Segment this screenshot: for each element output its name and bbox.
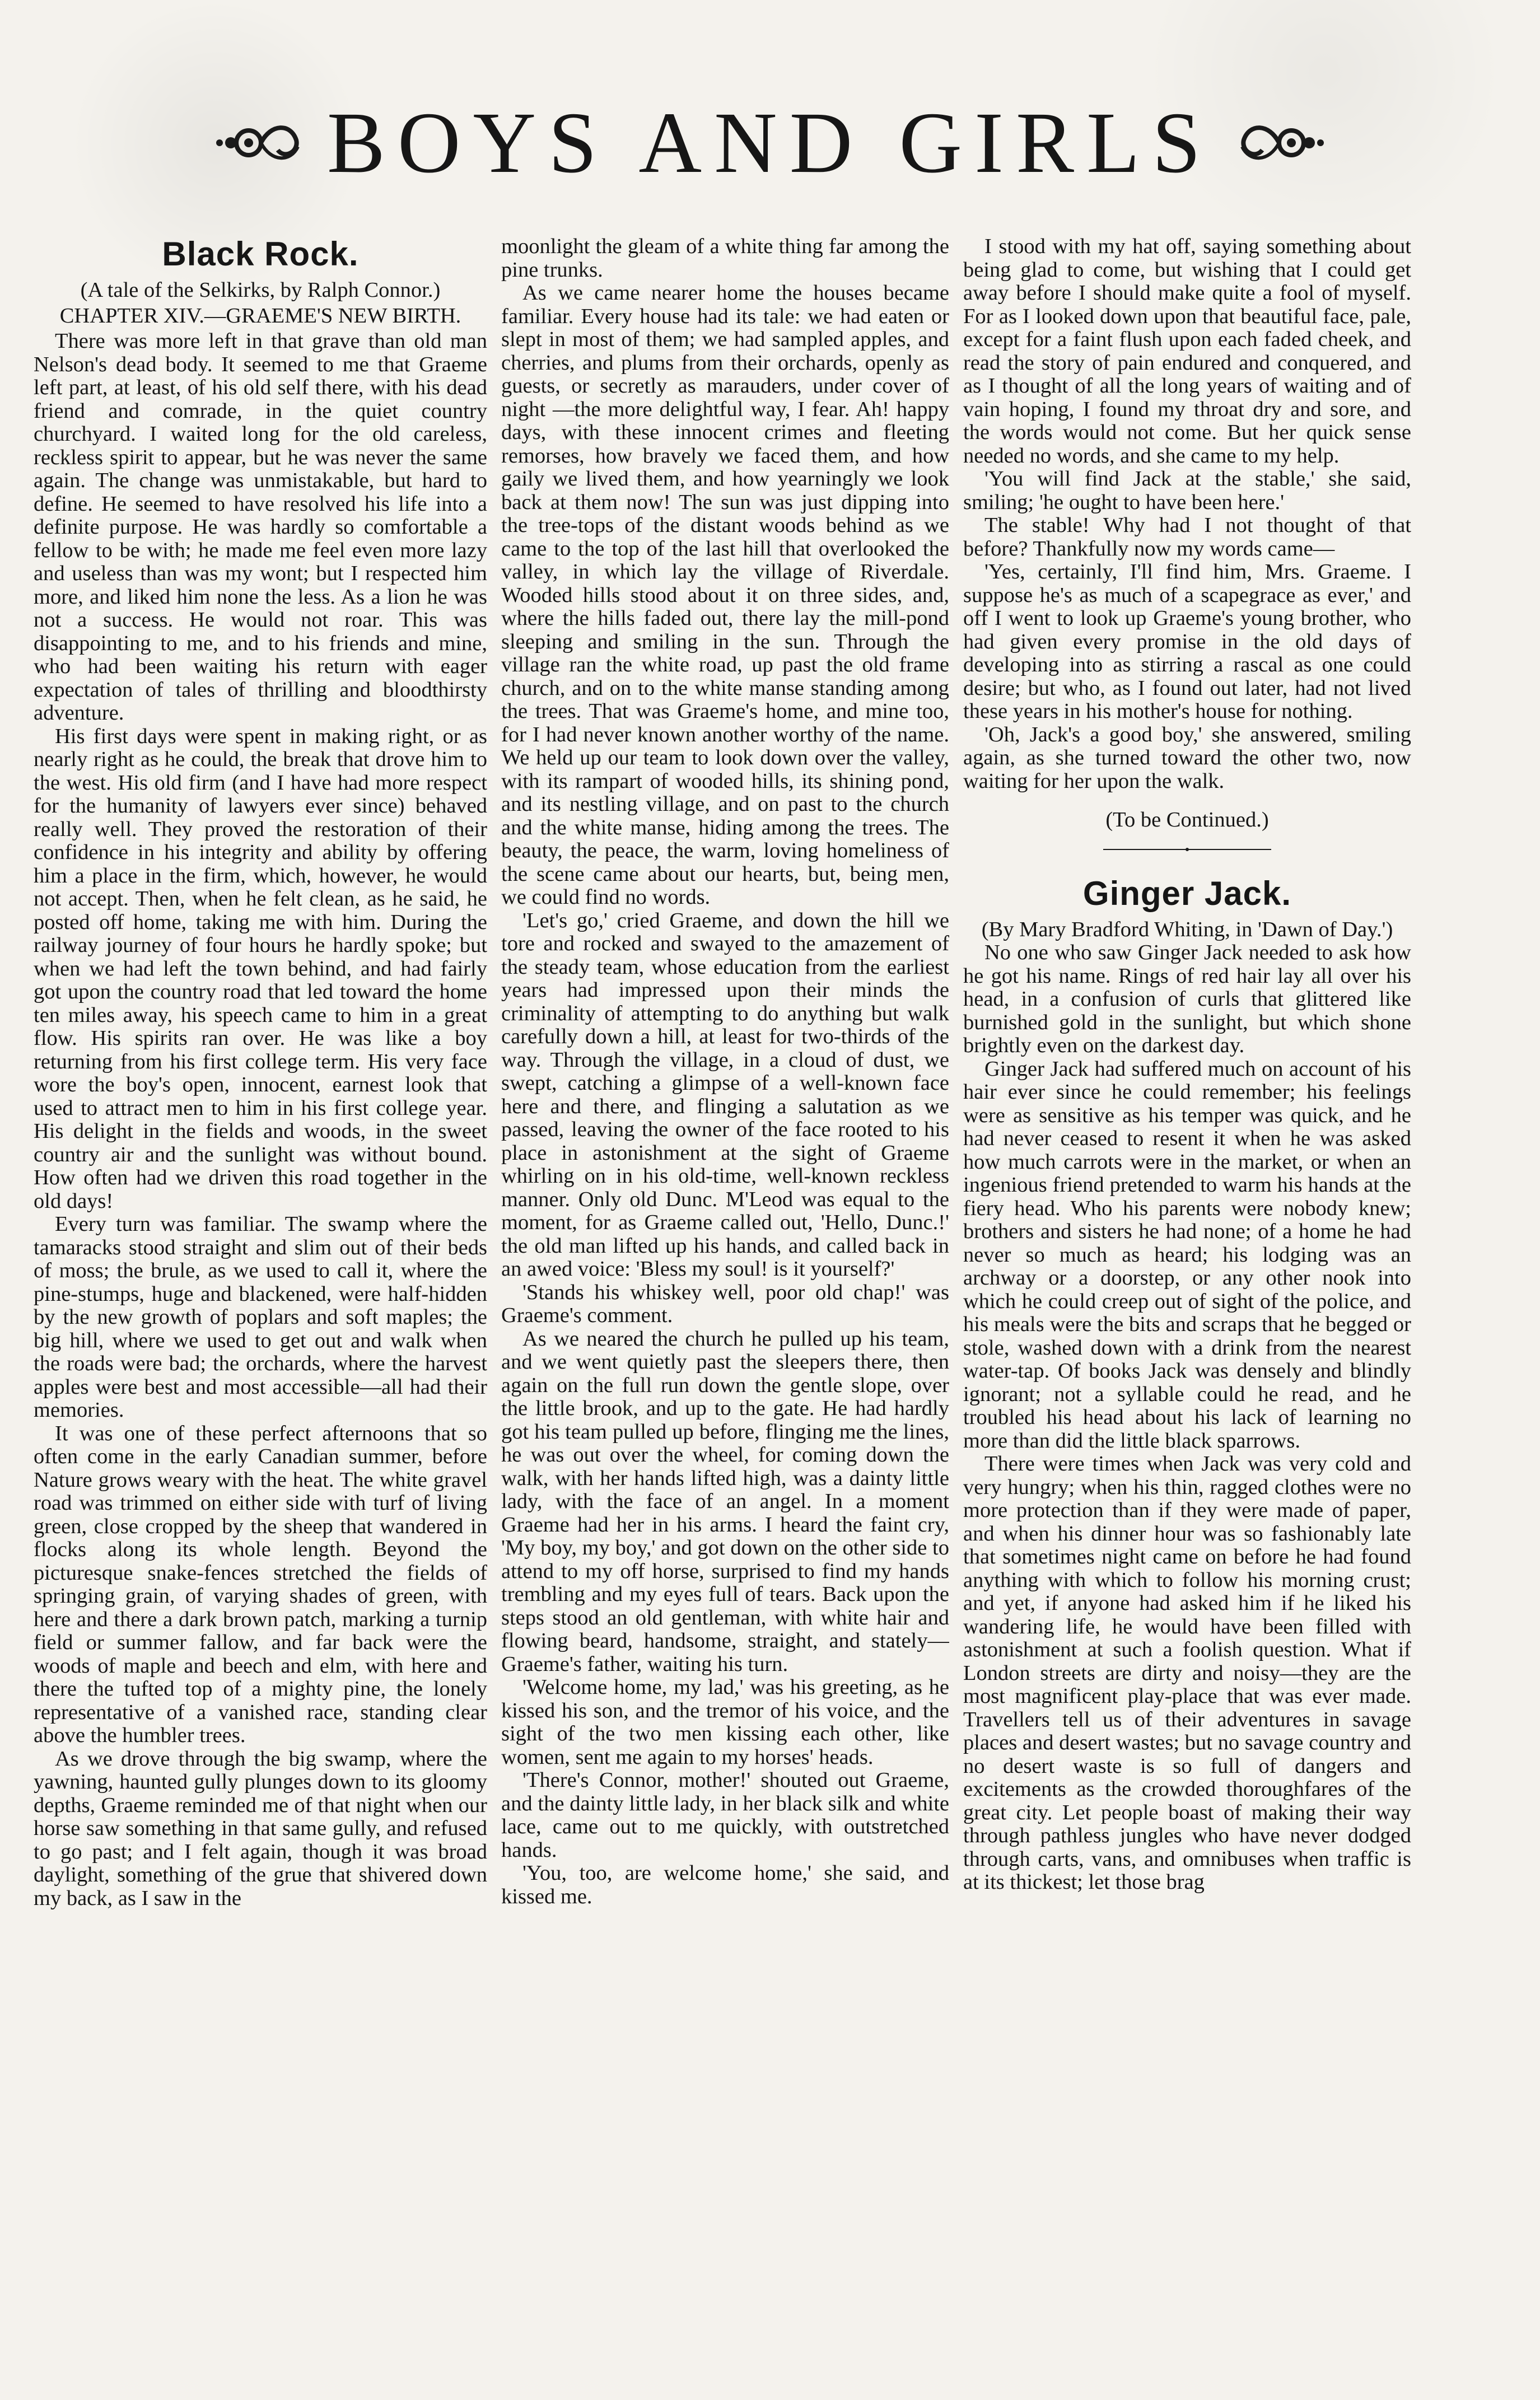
paragraph: 'Yes, certainly, I'll find him, Mrs. Graeme. I suppose he's as much of a scapegrace as ever,' and off I went to look up Graeme's young brother, who had given every promise in the old days of developing into as stirring a rascal as one could desire; but who, as I found out later, had not lived these years in his mother's house for nothing.	[963, 560, 1411, 723]
column-2	[501, 235, 949, 2374]
paragraph: 'Let's go,' cried Graeme, and down the hill we tore and rocked and swayed to the amazement of the steady team, whose education from the earliest years had impressed upon their minds the criminality of attempting to do anything but walk carefully down a hill, at least for two-thirds of the way. Through the village, in a cloud of dust, we swept, catching a glimpse of a well-known face here and there, and flinging a salutation as we passed, leaving the owner of the face rooted to his place in astonishment at the sight of Graeme whirling on in his old-time, well-known reckless manner. Only old Dunc. M'Leod was equal to the moment, for as Graeme called out, 'Hello, Dunc.!' the old man lifted up his hands, and called back in an awed voice: 'Bless my soul! is it yourself?'	[501, 908, 949, 1281]
paragraph: 'You will find Jack at the stable,' she said, smiling; 'he ought to have been here.'	[963, 467, 1411, 514]
paragraph: I stood with my hat off, saying something about being glad to come, but wishing that I could get away before I should make quite a fool of myself. For as I looked down upon that beautiful face, pale, except for a faint flush upon each faded cheek, and read the story of pain endured and conquered, and as I thought of all the long years of waiting and of vain hoping, I found my throat dry and sore, and the words would not come. But her quick sense needed no words, and she came to my help.	[963, 235, 1411, 468]
paragraph: The stable! Why had I not thought of that before? Thankfully now my words came—	[963, 513, 1411, 561]
story-title-ginger-jack: Ginger Jack.	[1082, 874, 1292, 912]
paragraph: As we came nearer home the houses became familiar. Every house had its tale: we had eaten or slept in most of them; we had sampled apples, and cherries, and plums from their orchards, openly as guests, or secretly as marauders, under cover of night —the more delightful way, I fear. Ah! happy days, with these innocent crimes and fleeting remorses, how bravely we faced them, and how gaily we lived them, and how yearningly we look back at them now! The sun was just dipping into the tree-tops of the distant woods behind as we came to the top of the last hill that overlooked the valley, in which lay the village of Riverdale. Wooded hills stood about it on three sides, and, where the hills faded out, there lay the mill-pond sleeping and smiling in the sun. Through the village ran the white road, up past the old frame church, and on to the white manse standing among the trees. That was Graeme's home, and mine too, for I had never known another worthy of the name. We held up our team to look down over the valley, with its rampart of wooded hills, its shining pond, and its nestling village, and on past to the church and the white manse, hiding among the trees. The beauty, the peace, the warm, loving homeliness of the scene came about our hearts, but, being men, we could find no words.	[501, 281, 949, 909]
paragraph: 'Oh, Jack's a good boy,' she answered, smiling again, as she turned toward the other two, now waiting for her upon the walk.	[963, 722, 1411, 793]
paragraph: As we drove through the big swamp, where the yawning, haunted gully plunges down to its gloomy depths, Graeme reminded me of that night when our horse saw something in that same gully, and refused to go past; and I felt again, though it was broad daylight, something of the grue that shivered down my back, as I saw in the	[34, 1747, 487, 1910]
column-3	[963, 235, 1411, 2374]
paragraph: There were times when Jack was very cold and very hungry; when his thin, ragged clothes were no more protection than if they were made of paper, and when his dinner hour was so fashionably late that sometimes night came on before he had found anything with which to follow his morning crust; and yet, if anyone had asked him if he liked his wandering life, he would have been filled with astonishment at such a foolish question. What if London streets are dirty and noisy—they are the most magnificent play-place that was ever made. Travellers tell us of their adventures in savage places and desert wastes; but no savage country and no desert waste is so full of dangers and excitements as the crowded thoroughfares of the great city. Let people boast of making their way through pathless jungles who have never dodged through carts, vans, and omnibuses when traffic is at its thickest; let those brag	[963, 1452, 1411, 1894]
story-byline: (By Mary Bradford Whiting, in 'Dawn of Day.')	[981, 917, 1393, 941]
paragraph: Every turn was familiar. The swamp where the tamaracks stood straight and slim out of their beds of moss; the brule, as we used to call it, where the pine-stumps, huge and blackened, were half-hidden by the new growth of poplars and soft maples; the big hill, where we used to get out and walk when the roads were bad; the orchards, where the harvest apples were best and most accessible—all had their memories.	[34, 1212, 487, 1422]
paragraph: 'Stands his whiskey well, poor old chap!' was Graeme's comment.	[501, 1280, 949, 1327]
paragraph: His first days were spent in making right, or as nearly right as he could, the break that drove him to the west. His old firm (and I have had more respect for the humanity of lawyers ever since) behaved really well. They proved the restoration of their confidence in his integrity and ability by offering him a place in the firm, which, however, he would not accept. Then, when he felt clean, as he said, he posted off home, taking me with him. During the railway journey of four hours he hardly spoke; but when we had left the town behind, and had fairly got upon the country road that led toward the home ten miles away, his speech came to him in a great flow. His spirits ran over. He was like a boy returning from his first college term. His very face wore the boy's open, innocent, earnest look that used to attract men to him in his first college year. His delight in the fields and woods, in the sweet country air and the sunlight was without bound. How often had we driven this road together in the old days!	[34, 724, 487, 1213]
paragraph: 'Welcome home, my lad,' was his greeting, as he kissed his son, and the tremor of his voice, and the sight of the two men kissing each other, like women, sent me again to my horses' heads.	[501, 1675, 949, 1769]
paragraph: Ginger Jack had suffered much on account of his hair ever since he could remember; his feelings were as sensitive as his temper was quick, and he had never ceased to resent it when he was asked how much carrots were in the market, or when an ingenious friend pretended to warm his hands at the fiery head. Who his parents were nobody knew; brothers and sisters he had none; of a home he had never so much as heard; his lodging was an archway or a doorstep, or any other nook into which he could creep out of sight of the police, and his meals were the bits and scraps that he begged or stole, washed down with a drink from the nearest water-tap. Of books Jack was densely and blindly ignorant; not a syllable could he read, and he troubled his head about his lack of learning no more than did the little black sparrows.	[963, 1057, 1411, 1453]
paragraph: There was more left in that grave than old man Nelson's dead body. It seemed to me that Graeme left part, at least, of his old self there, with his dead friend and comrade, in the quiet country churchyard. I waited long for the old careless, reckless spirit to appear, but he was never the same again. The change was unmistakable, but hard to define. He seemed to have resolved his life into a definite purpose. He was hardly so comfortable a fellow to be with; he made me feel even more lazy and useless than was my wont; but I respected him more, and liked him none the less. As a lion he was not a success. He would not roar. This was disappointing to me, and to his friends and mine, who had been waiting his return with eager expectation of tales of thrilling and bloodthirsty adventure.	[34, 329, 487, 725]
chapter-heading: CHAPTER XIV.—GRAEME'S NEW BIRTH.	[59, 303, 461, 328]
story-byline: (A tale of the Selkirks, by Ralph Connor.)	[80, 278, 441, 302]
paragraph: No one who saw Ginger Jack needed to ask how he got his name. Rings of red hair lay all over his head, in a confusion of curls that glittered like burnished gold in the sunlight, but which shone brightly even on the darkest day.	[963, 941, 1411, 1057]
paragraph: It was one of these perfect afternoons that so often come in the early Canadian summer, before Nature grows weary with the heat. The white gravel road was trimmed on either side with turf of living green, close cropped by the sheep that wandered in flocks along its whole length. Beyond the picturesque snake-fences stretched the fields of springing grain, of varying shades of green, with here and there a dark brown patch, marking a turnip field or summer fallow, and far back were the woods of maple and beech and elm, with here and there the tufted top of a mighty pine, the lonely representative of a vanished race, standing clear above the humbler trees.	[34, 1421, 487, 1747]
paragraph: As we neared the church he pulled up his team, and we went quietly past the sleepers there, then again on the full run down the gentle slope, over the little brook, and up to the gate. He had hardly got his team pulled up before, flinging me the lines, he was out over the wheel, for coming down the walk, with her hands lifted high, was a dainty little lady, with the face of an angel. In a moment Graeme had her in his arms. I heard the faint cry, 'My boy, my boy,' and got down on the other side to attend to my off horse, surprised to find my hands trembling and my eyes full of tears. Back upon the steps stood an old gentleman, with white hair and flowing beard, handsome, straight, and stately—Graeme's father, waiting his turn.	[501, 1327, 949, 1676]
to-be-continued-note: (To be Continued.)	[1105, 808, 1269, 832]
story-title-black-rock: Black Rock.	[162, 235, 359, 273]
right-scroll-ornament	[1235, 112, 1325, 174]
section-title: BOYS AND GIRLS	[326, 94, 1214, 191]
left-scroll-ornament	[215, 112, 305, 174]
paragraph: 'You, too, are welcome home,' she said, and kissed me.	[501, 1861, 949, 1908]
paragraph: moonlight the gleam of a white thing far among the pine trunks.	[501, 235, 949, 282]
section-divider-rule	[1103, 847, 1271, 852]
paragraph: 'There's Connor, mother!' shouted out Graeme, and the dainty little lady, in her black silk and white lace, came out to me quickly, with outstretched hands.	[501, 1768, 949, 1862]
column-1	[34, 235, 487, 2374]
section-masthead	[0, 84, 1540, 202]
